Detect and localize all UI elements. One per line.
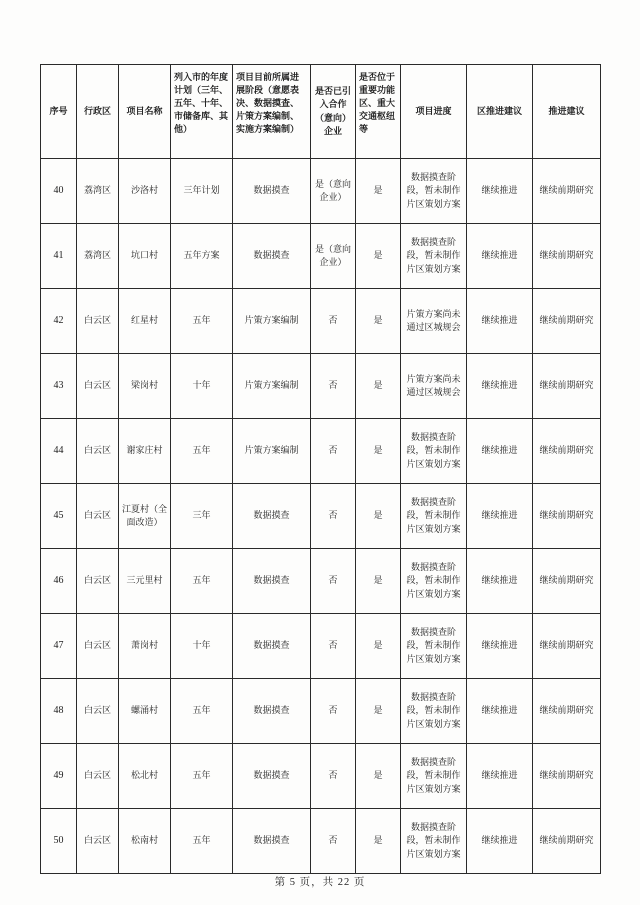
column-header: 是否已引入合作（意向）企业 xyxy=(311,65,356,159)
table-cell: 数据摸查阶段，暂未制作片区策划方案 xyxy=(401,159,467,224)
table-cell: 是 xyxy=(356,289,401,354)
table-cell: 松北村 xyxy=(119,744,171,809)
table-cell: 继续前期研究 xyxy=(533,549,601,614)
table-cell: 沙洛村 xyxy=(119,159,171,224)
table-cell: 44 xyxy=(41,419,77,484)
table-row xyxy=(41,354,601,419)
table-cell: 坑口村 xyxy=(119,224,171,289)
table-row xyxy=(41,679,601,744)
table-cell: 五年方案 xyxy=(171,224,233,289)
table-cell: 否 xyxy=(311,419,356,484)
table-cell: 螺涌村 xyxy=(119,679,171,744)
table-cell: 数据摸查阶段，暂未制作片区策划方案 xyxy=(401,744,467,809)
table-cell: 片策方案尚未通过区城规会 xyxy=(401,354,467,419)
table-cell: 继续前期研究 xyxy=(533,419,601,484)
table-cell: 三年 xyxy=(171,484,233,549)
table-cell: 三元里村 xyxy=(119,549,171,614)
table-cell: 是 xyxy=(356,224,401,289)
table-cell: 继续推进 xyxy=(467,289,533,354)
table-cell: 数据摸查 xyxy=(233,744,311,809)
table-cell: 数据摸查 xyxy=(233,614,311,679)
table-cell: 49 xyxy=(41,744,77,809)
table-cell: 继续前期研究 xyxy=(533,809,601,874)
table-cell: 继续推进 xyxy=(467,614,533,679)
table-cell: 数据摸查 xyxy=(233,809,311,874)
column-header: 区推进建议 xyxy=(467,65,533,159)
table-cell: 继续前期研究 xyxy=(533,484,601,549)
table-cell: 继续前期研究 xyxy=(533,744,601,809)
table-cell: 数据摸查阶段，暂未制作片区策划方案 xyxy=(401,419,467,484)
table-cell: 47 xyxy=(41,614,77,679)
table-row xyxy=(41,549,601,614)
table-header xyxy=(41,65,601,159)
table-row xyxy=(41,744,601,809)
table-cell: 荔湾区 xyxy=(77,159,119,224)
column-header: 项目目前所属进展阶段（意愿表决、数据摸查、片策方案编制、实施方案编制） xyxy=(233,65,311,159)
table-cell: 是 xyxy=(356,809,401,874)
table-cell: 继续推进 xyxy=(467,224,533,289)
table-cell: 白云区 xyxy=(77,484,119,549)
page-footer: 第 5 页，共 22 页 xyxy=(274,877,366,888)
table-cell: 是（意向企业） xyxy=(311,224,356,289)
column-header: 序号 xyxy=(41,65,77,159)
table-cell: 萧岗村 xyxy=(119,614,171,679)
table-cell: 是 xyxy=(356,744,401,809)
table-row xyxy=(41,289,601,354)
table-cell: 41 xyxy=(41,224,77,289)
table-cell: 片策方案编制 xyxy=(233,354,311,419)
table-cell: 十年 xyxy=(171,614,233,679)
table-cell: 否 xyxy=(311,744,356,809)
table-cell: 白云区 xyxy=(77,744,119,809)
table-row xyxy=(41,614,601,679)
table-row xyxy=(41,419,601,484)
table-cell: 数据摸查 xyxy=(233,679,311,744)
table-cell: 五年 xyxy=(171,419,233,484)
table-cell: 46 xyxy=(41,549,77,614)
table-cell: 数据摸查阶段，暂未制作片区策划方案 xyxy=(401,484,467,549)
column-header: 是否位于重要功能区、重大交通枢纽等 xyxy=(356,65,401,159)
table-cell: 红星村 xyxy=(119,289,171,354)
table-cell: 数据摸查 xyxy=(233,484,311,549)
table-cell: 否 xyxy=(311,679,356,744)
table-cell: 白云区 xyxy=(77,354,119,419)
table-cell: 是 xyxy=(356,679,401,744)
table-cell: 继续推进 xyxy=(467,549,533,614)
table-row xyxy=(41,809,601,874)
table-cell: 继续前期研究 xyxy=(533,614,601,679)
table-cell: 否 xyxy=(311,614,356,679)
table-cell: 谢家庄村 xyxy=(119,419,171,484)
table-cell: 继续前期研究 xyxy=(533,354,601,419)
table-cell: 江夏村（全面改造） xyxy=(119,484,171,549)
table-cell: 梁岗村 xyxy=(119,354,171,419)
table-cell: 数据摸查阶段，暂未制作片区策划方案 xyxy=(401,679,467,744)
table-cell: 五年 xyxy=(171,744,233,809)
table-cell: 数据摸查阶段，暂未制作片区策划方案 xyxy=(401,224,467,289)
table-cell: 继续前期研究 xyxy=(533,224,601,289)
column-header: 项目名称 xyxy=(119,65,171,159)
table-cell: 五年 xyxy=(171,679,233,744)
table-sheet xyxy=(40,64,600,874)
column-header: 项目进度 xyxy=(401,65,467,159)
table-cell: 是 xyxy=(356,419,401,484)
table-cell: 五年 xyxy=(171,809,233,874)
table-cell: 否 xyxy=(311,354,356,419)
table-cell: 43 xyxy=(41,354,77,419)
table-cell: 否 xyxy=(311,289,356,354)
table-cell: 继续推进 xyxy=(467,484,533,549)
table-cell: 否 xyxy=(311,549,356,614)
table-cell: 白云区 xyxy=(77,679,119,744)
table-cell: 数据摸查 xyxy=(233,549,311,614)
table-body xyxy=(41,159,601,874)
table-cell: 继续推进 xyxy=(467,809,533,874)
table-cell: 否 xyxy=(311,809,356,874)
table-cell: 继续推进 xyxy=(467,744,533,809)
table-cell: 片策方案编制 xyxy=(233,419,311,484)
table-cell: 42 xyxy=(41,289,77,354)
table-cell: 数据摸查阶段，暂未制作片区策划方案 xyxy=(401,549,467,614)
table-cell: 继续推进 xyxy=(467,679,533,744)
table-cell: 继续前期研究 xyxy=(533,289,601,354)
table-cell: 40 xyxy=(41,159,77,224)
table-cell: 继续前期研究 xyxy=(533,679,601,744)
table-cell: 否 xyxy=(311,484,356,549)
table-cell: 数据摸查阶段，暂未制作片区策划方案 xyxy=(401,614,467,679)
table-cell: 继续推进 xyxy=(467,354,533,419)
table-cell: 十年 xyxy=(171,354,233,419)
project-progress-table xyxy=(40,64,601,874)
table-cell: 白云区 xyxy=(77,614,119,679)
table-cell: 片策方案编制 xyxy=(233,289,311,354)
table-cell: 荔湾区 xyxy=(77,224,119,289)
header-row xyxy=(41,65,601,159)
table-cell: 是（意向企业） xyxy=(311,159,356,224)
table-cell: 是 xyxy=(356,549,401,614)
table-cell: 白云区 xyxy=(77,289,119,354)
column-header: 推进建议 xyxy=(533,65,601,159)
table-cell: 松南村 xyxy=(119,809,171,874)
table-row xyxy=(41,484,601,549)
column-header: 行政区 xyxy=(77,65,119,159)
table-cell: 45 xyxy=(41,484,77,549)
table-cell: 是 xyxy=(356,159,401,224)
table-cell: 五年 xyxy=(171,549,233,614)
table-cell: 是 xyxy=(356,354,401,419)
table-cell: 白云区 xyxy=(77,549,119,614)
table-cell: 片策方案尚未通过区城规会 xyxy=(401,289,467,354)
table-cell: 继续前期研究 xyxy=(533,159,601,224)
table-cell: 三年计划 xyxy=(171,159,233,224)
table-cell: 是 xyxy=(356,484,401,549)
table-row xyxy=(41,224,601,289)
table-cell: 继续推进 xyxy=(467,159,533,224)
table-cell: 50 xyxy=(41,809,77,874)
table-cell: 五年 xyxy=(171,289,233,354)
table-cell: 是 xyxy=(356,614,401,679)
table-cell: 数据摸查 xyxy=(233,224,311,289)
table-cell: 数据摸查 xyxy=(233,159,311,224)
table-cell: 继续推进 xyxy=(467,419,533,484)
table-row xyxy=(41,159,601,224)
table-cell: 数据摸查阶段，暂未制作片区策划方案 xyxy=(401,809,467,874)
column-header: 列入市的年度计划（三年、五年、十年、市储备库、其他） xyxy=(171,65,233,159)
table-cell: 白云区 xyxy=(77,809,119,874)
table-cell: 白云区 xyxy=(77,419,119,484)
table-cell: 48 xyxy=(41,679,77,744)
